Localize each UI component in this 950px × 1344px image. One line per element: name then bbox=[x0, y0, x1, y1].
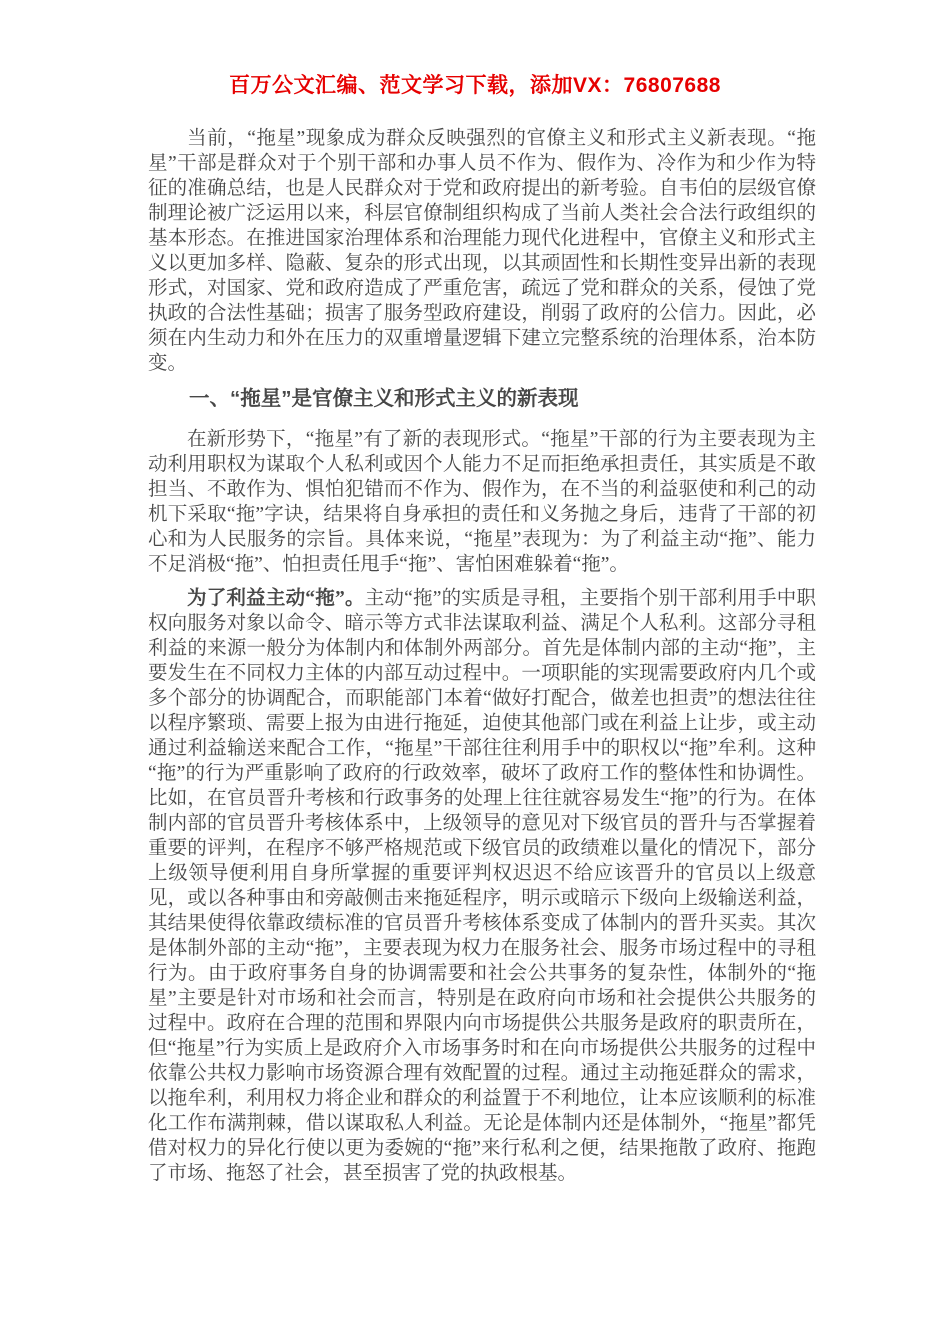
promo-header-text: 百万公文汇编、范文学习下载，添加VX：76807688 bbox=[229, 74, 721, 97]
paragraph-profit-drag bbox=[148, 586, 816, 1186]
paragraph-new-forms: 在新形势下，“拖星”有了新的表现形式。“拖星”干部的行为主要表现为主动利用职权为谋取个人私利或因个人能力不足而拒绝承担责任，其实质是不敢担当、不敢作为、惧怕犯错而不作为、假作为，在不当的利益驱使和利己的动机下采取“拖”字诀，结果将自身承担的责任和义务抛之身后，违背了干部的初心和为人民服务的宗旨。具体来说，“拖星”表现为：为了利益主动“拖”、能力不足消极“拖”、怕担责任甩手“拖”、害怕困难躲着“拖”。 bbox=[148, 429, 816, 575]
paragraph-body-text: 主动“拖”的实质是寻租，主要指个别干部利用手中职权向服务对象以命令、暗示等方式非法谋取利益、满足个人私利。这部分寻租利益的来源一般分为体制内和体制外两部分。首先是体制内部的主动“拖”，主要发生在不同权力主体的内部互动过程中。一项职能的实现需要政府内几个或多个部分的协调配合，而职能部门本着“做好打配合，做差也担责”的想法往往以程序繁琐、需要上报为由进行拖延，迫使其他部门或在利益上让步，或主动通过利益输送来配合工作，“拖星”干部往往利用手中的职权以“拖”牟利。这种“拖”的行为严重影响了政府的行政效率，破坏了政府工作的整体性和协调性。比如，在官员晋升考核和行政事务的处理上往往就容易发生“拖”的行为。在体制内部的官员晋升考核体系中，上级领导的意见对下级官员的晋升与否掌握着重要的评判，在程序不够严格规范或下级官员的政绩难以量化的情况下，部分上级领导便利用自身所掌握的重要评判权迟迟不给应该晋升的官员以上级意见，或以各种事由和旁敲侧击来拖延程序，明示或暗示下级向上级输送利益，其结果使得依靠政绩标准的官员晋升考核体系变成了体制内的晋升买卖。其次是体制外部的主动“拖”，主要表现为权力在服务社会、服务市场过程中的寻租行为。由于政府事务自身的协调需要和社会公共事务的复杂性，体制外的“拖星”主要是针对市场和社会而言，特别是在政府向市场和社会提供公共服务的过程中。政府在合理的范围和界限内向市场提供公共服务是政府的职责所在，但“拖星”行为实质上是政府介入市场事务时和在向市场提供公共服务的过程中依靠公共权力影响市场资源合理有效配置的过程。通过主动拖延群众的需求，以拖牟利，利用权力将企业和群众的利益置于不利地位，让本应该顺利的标准化工作布满荆棘，借以谋取私人利益。无论是体制内还是体制外，“拖星”都凭借对权力的异化行使以更为委婉的“拖”来行私利之便，结果拖散了政府、拖跑了市场、拖怒了社会，甚至损害了党的执政根基。 bbox=[148, 588, 816, 1184]
paragraph-intro: 当前，“拖星”现象成为群众反映强烈的官僚主义和形式主义新表现。“拖星”干部是群众对于个别干部和办事人员不作为、假作为、冷作为和少作为特征的准确总结，也是人民群众对于党和政府提出的新考验。自韦伯的层级官僚制理论被广泛运用以来，科层官僚制组织构成了当前人类社会合法行政组织的基本形态。在推进国家治理体系和治理能力现代化进程中，官僚主义和形式主义以更加多样、隐蔽、复杂的形式出现，以其顽固性和长期性变异出新的表现形式，对国家、党和政府造成了严重危害，疏远了党和群众的关系，侵蚀了党执政的合法性基础；损害了服务型政府建设，削弱了政府的公信力。因此，必须在内生动力和外在压力的双重增量逻辑下建立完整系统的治理体系，治本防变。 bbox=[148, 128, 816, 374]
section-heading: 一、“拖星”是官僚主义和形式主义的新表现 bbox=[189, 387, 579, 410]
paragraph-bold-lead: 为了利益主动“拖”。 bbox=[187, 588, 365, 609]
document-body bbox=[148, 126, 816, 1186]
